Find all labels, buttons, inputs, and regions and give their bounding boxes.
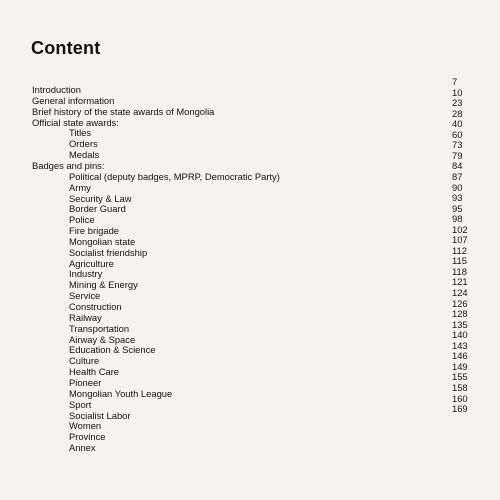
toc-entry-title: Industry	[69, 268, 103, 280]
toc-page-number: 158	[452, 381, 468, 393]
toc-entry-title: Construction	[69, 301, 122, 312]
toc-section-title: Brief history of the state awards of Mongolia	[32, 105, 215, 117]
toc-entry-title: Agriculture	[69, 257, 114, 269]
toc-entry-title: Mongolian state	[69, 235, 136, 247]
toc-page-number: 118	[452, 265, 467, 277]
toc-page-number: 7	[452, 76, 458, 87]
toc-entry-title: Security & Law	[69, 192, 132, 204]
toc-page-number: 128	[452, 308, 468, 320]
toc-page-number: 140	[452, 329, 468, 341]
toc-entry-title: Annex	[69, 442, 96, 454]
toc-entry-title: Titles	[69, 127, 92, 139]
toc-page-number: 10	[452, 86, 463, 98]
toc-page-number: 84	[452, 160, 463, 172]
toc-page-number: 146	[452, 350, 468, 362]
toc-page-number: 79	[452, 149, 463, 161]
toc-page-number: 102	[452, 223, 468, 235]
toc-entry-title: Medals	[69, 149, 100, 161]
toc-entry-title: Airway & Space	[69, 333, 136, 345]
toc-entry-title: Health Care	[69, 366, 120, 378]
toc-page-number: 40	[452, 118, 463, 130]
toc-entry-title: Political (deputy badges, MPRP, Democratic Party)	[69, 170, 280, 182]
toc-page-number: 155	[452, 371, 468, 383]
toc-entry-title: Socialist Labor	[69, 409, 131, 421]
toc-page-number: 160	[452, 392, 468, 404]
toc-section-title: General information	[32, 94, 115, 106]
toc-page-number: 143	[452, 339, 468, 351]
toc-entry-title: Culture	[69, 355, 100, 367]
toc-entry-title: Education & Science	[69, 344, 156, 356]
toc-entry-title: Transportation	[69, 322, 130, 334]
toc-section-title: Introduction	[32, 84, 81, 95]
toc-page-number: 112	[452, 244, 467, 256]
toc-page-number: 93	[452, 192, 463, 204]
toc-page-number: 60	[452, 128, 463, 140]
toc-page-number: 121	[452, 276, 468, 288]
toc-entry-title: Railway	[69, 311, 102, 323]
toc-page-number: 73	[452, 139, 463, 151]
toc-entry-title: Border Guard	[69, 203, 126, 215]
toc-entry-title: Mongolian Youth League	[69, 387, 173, 399]
toc-page-number: 90	[452, 181, 463, 193]
toc-entry-title: Province	[69, 431, 106, 443]
toc-section-title: Official state awards:	[32, 116, 119, 128]
toc-entry-title: Sport	[69, 398, 92, 410]
toc-entry-title: Service	[69, 290, 101, 302]
toc-page-number: 126	[452, 297, 468, 309]
toc-entry-title: Pioneer	[69, 376, 102, 388]
toc-entry-title: Mining & Energy	[69, 279, 138, 291]
toc-page-number: 95	[452, 202, 463, 214]
toc-page-number: 169	[452, 403, 468, 415]
toc-entry-title: Army	[69, 181, 91, 193]
toc-entry-title: Socialist friendship	[69, 246, 148, 258]
toc-entry-title: Police	[69, 214, 95, 226]
toc-page-number: 124	[452, 287, 468, 298]
toc-entry-title: Orders	[69, 138, 98, 150]
page-title: Content	[31, 38, 101, 58]
toc-entry-title: Fire brigade	[69, 225, 120, 237]
toc-page-number: 149	[452, 360, 468, 372]
toc-page-number: 23	[452, 97, 463, 109]
toc-page-number: 107	[452, 234, 468, 246]
toc-section-title: Badges and pins:	[32, 159, 105, 171]
toc-page-number: 98	[452, 213, 463, 225]
toc-page-number: 115	[452, 255, 467, 267]
toc-entry-title: Women	[69, 420, 102, 432]
toc-page-number: 28	[452, 107, 463, 119]
toc-page-number: 135	[452, 318, 468, 330]
toc-page-number: 87	[452, 170, 463, 182]
